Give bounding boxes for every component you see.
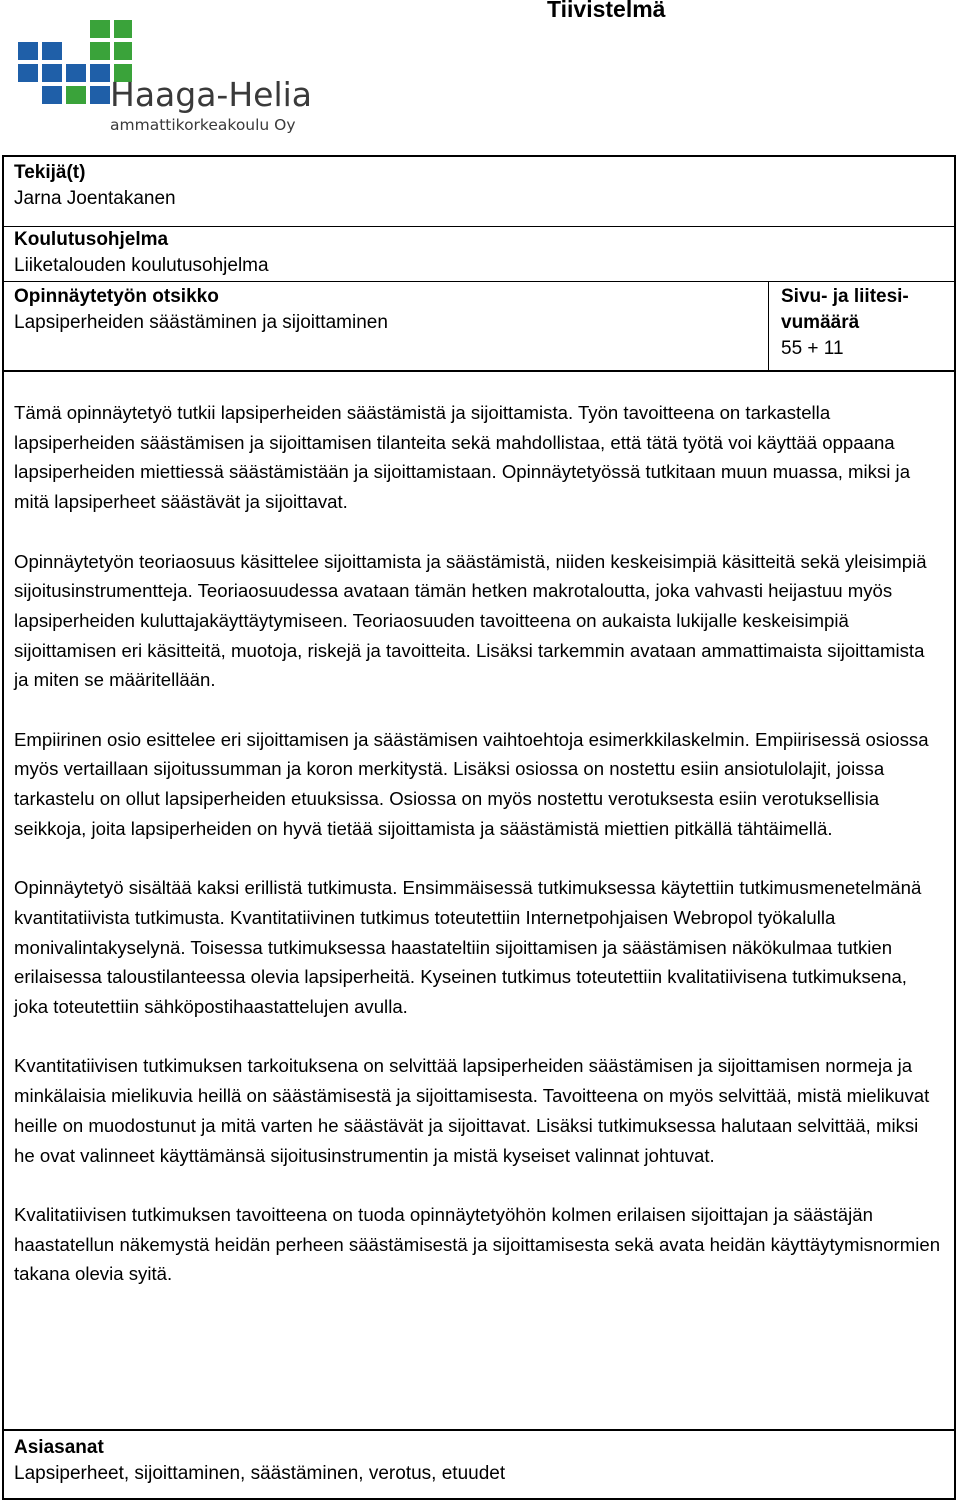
page-count-label-line1: Sivu- ja liitesi- bbox=[781, 286, 909, 307]
logo-square bbox=[90, 64, 110, 82]
logo-square bbox=[42, 42, 62, 60]
abstract-paragraph: Kvantitatiivisen tutkimuksen tarkoituksena on selvittää lapsiperheiden säästämisen ja sijoittamisen normeja ja minkälaisia mielikuvia heillä on säästämisestä ja sijoittamisesta. Tavoitteena on myös selvittää, mistä mielikuvat heille on muodostunut ja mitä varten he säästävät ja sijoittavat. Lisäksi tutkimuksessa halutaan selvittää, miksi he ovat valinneet käyttämänsä sijoitusinstrumentin ja mistä kyseiset valinnat johtuvat. bbox=[14, 1055, 930, 1166]
keywords-value: Lapsiperheet, sijoittaminen, säästäminen, verotus, etuudet bbox=[14, 1463, 506, 1484]
program-value: Liiketalouden koulutusohjelma bbox=[14, 255, 269, 276]
author-section bbox=[4, 157, 954, 227]
abstract-paragraph: Tämä opinnäytetyö tutkii lapsiperheiden säästämistä ja sijoittamista. Työn tavoitteena on tarkastella lapsiperheiden säästämisen ja sijoittamisen tilanteita sekä mahdollistaa, että tätä työtä voi käyttää oppaana lapsiperheiden miettiessä säästämistään ja sijoittamistaan. Opinnäytetyössä tutkitaan muun muassa, miksi ja mitä lapsiperheet säästävät ja sijoittavat. bbox=[14, 402, 911, 513]
logo-name: Haaga-Helia bbox=[110, 75, 313, 114]
page-count-label-line2: vumäärä bbox=[781, 312, 860, 333]
thesis-title-cell bbox=[4, 282, 769, 370]
logo-square bbox=[42, 86, 62, 104]
abstract-form bbox=[2, 155, 956, 1500]
logo-square bbox=[18, 42, 38, 60]
abstract-paragraph: Empiirinen osio esittelee eri sijoittamisen ja säästämisen vaihtoehtoja esimerkkilaskelmin. Empiirisessä osiossa myös vertaillaan sijoitussumman ja koron merkitystä. Lisäksi osiossa on nostettu esiin ansiotulolajit, joissa tarkastelu on ollut lapsiperheiden etuuksissa. Osiossa on myös nostettu verotuksesta esiin verotuksellisia seikkoja, joita lapsiperheiden on hyvä tietää sijoittamista ja säästämistä miettien pitkällä tähtäimellä. bbox=[14, 728, 929, 839]
logo-square bbox=[90, 86, 110, 104]
author-value: Jarna Joentakanen bbox=[14, 188, 176, 209]
logo-square bbox=[90, 42, 110, 60]
program-cell bbox=[4, 227, 954, 281]
page-count-cell bbox=[769, 282, 954, 370]
logo-square bbox=[66, 86, 86, 104]
logo-mark bbox=[18, 20, 318, 138]
thesis-title-value: Lapsiperheiden säästäminen ja sijoittaminen bbox=[14, 312, 388, 333]
page-count-value: 55 + 11 bbox=[781, 338, 844, 359]
program-label: Koulutusohjelma bbox=[14, 229, 169, 250]
abstract-body bbox=[14, 398, 944, 1319]
logo-square bbox=[114, 20, 132, 38]
logo-subtitle: ammattikorkeakoulu Oy bbox=[110, 116, 296, 134]
abstract-paragraph: Opinnäytetyö sisältää kaksi erillistä tutkimusta. Ensimmäisessä tutkimuksessa käytettiin tutkimusmenetelmänä kvantitatiivista tutkimusta. Kvantitatiivinen tutkimus toteutettiin Internetpohjaisen Webropol työkalulla monivalintakyselynä. Toisessa tutkimuksessa haastateltiin sijoittamisen ja säästämisen näkökulmaa tutkien erilaisessa taloustilanteessa olevia lapsiperheitä. Kyseinen tutkimus toteutettiin kvalitatiivisena tutkimuksena, joka toteutettiin sähköpostihaastattelujen avulla. bbox=[14, 877, 922, 1018]
page-count-label bbox=[781, 284, 944, 336]
page-title: Tiivistelmä bbox=[547, 0, 666, 22]
author-cell bbox=[4, 157, 954, 226]
logo-square bbox=[18, 64, 38, 82]
keywords-label: Asiasanat bbox=[14, 1437, 104, 1458]
author-label: Tekijä(t) bbox=[14, 162, 86, 183]
keywords-section bbox=[4, 1429, 954, 1498]
logo-square bbox=[90, 20, 110, 38]
haaga-helia-logo bbox=[18, 20, 318, 138]
logo-square bbox=[66, 64, 86, 82]
abstract-paragraph: Opinnäytetyön teoriaosuus käsittelee sijoittamista ja säästämistä, niiden keskeisimpiä käsitteitä sekä yleisimpiä sijoitusinstrumentteja. Teoriaosuudessa avataan tämän hetken makrotaloutta, joka vahvasti heijastuu myös lapsiperheiden kuluttajakäyttäytymiseen. Teoriaosuuden tavoitteena on aukaista lukijalle keskeisimpiä sijoittamisen eri käsitteitä, muotoja, riskejä ja tavoitteita. Lisäksi tarkemmin avataan ammattimaista sijoittamista ja miten se määritellään. bbox=[14, 550, 927, 691]
thesis-section bbox=[4, 282, 954, 372]
thesis-title-label: Opinnäytetyön otsikko bbox=[14, 286, 219, 307]
logo-square bbox=[114, 42, 132, 60]
logo-square bbox=[42, 64, 62, 82]
abstract-paragraph: Kvalitatiivisen tutkimuksen tavoitteena on tuoda opinnäytetyöhön kolmen erilaisen sijoittajan ja säästäjän haastatellun näkemystä heidän perheen säästämisestä ja sijoittamisesta sekä avata heidän käyttäytymisnormien takana olevia syitä. bbox=[14, 1203, 941, 1285]
program-section bbox=[4, 227, 954, 282]
